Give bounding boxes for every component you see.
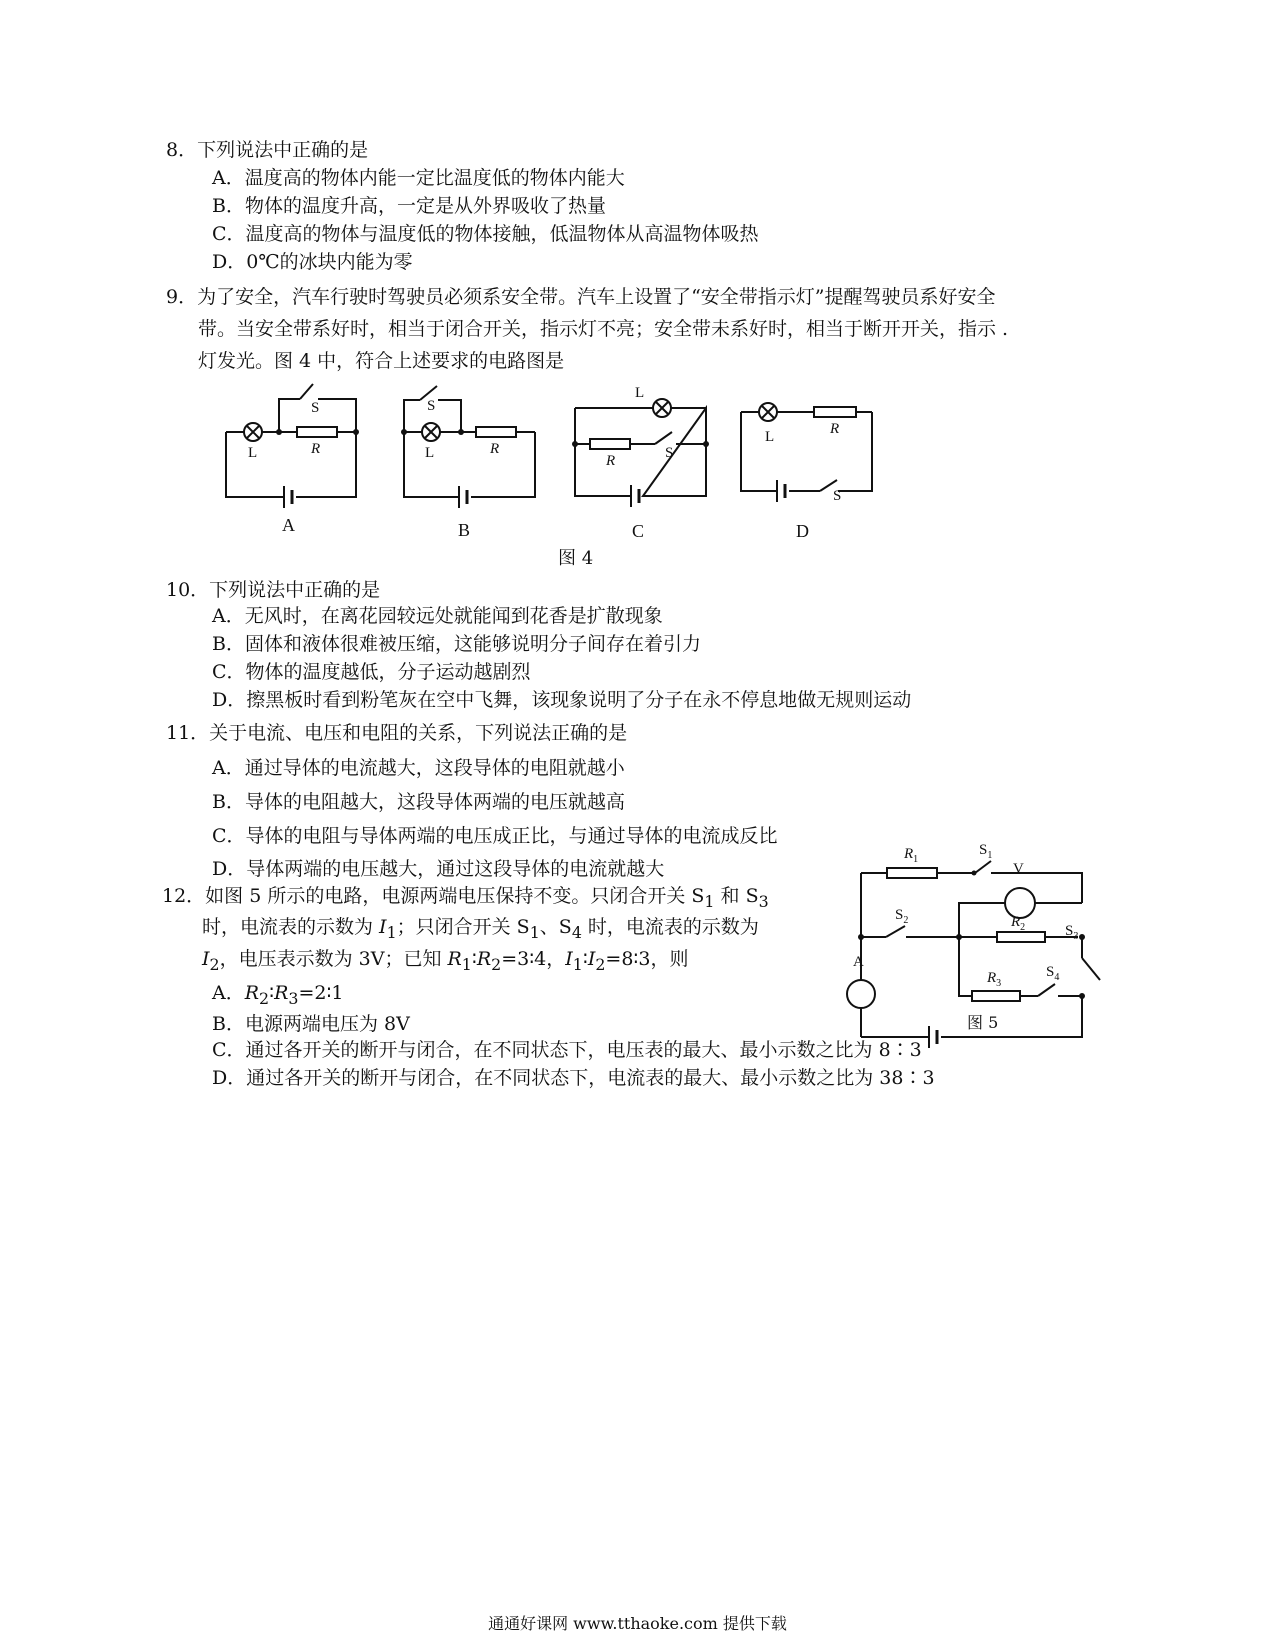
fig5-s3-label: $S_3$ (1065, 923, 1079, 942)
q11-option-c: C．导体的电阻与导体两端的电压成正比，与通过导体的电流成反比 (212, 825, 778, 847)
q10-option-b: B．固体和液体很难被压缩，这能够说明分子间存在着引力 (212, 633, 701, 655)
circuit-a-r-label: R (311, 441, 321, 457)
circuit-a-l-label: L (248, 445, 258, 461)
circuit-c-l-label: L (635, 385, 645, 401)
circuit-d-s-label: S (833, 488, 842, 504)
circuit-b-r-label: R (490, 441, 500, 457)
q11-option-a: A．通过导体的电流越大，这段导体的电阻就越小 (212, 757, 625, 779)
q9-line-3: 灯发光。图 4 中，符合上述要求的电路图是 (198, 350, 565, 372)
figure-4-caption: 图 4 (558, 548, 594, 569)
circuit-c-caption: C (632, 521, 645, 541)
circuit-c (572, 385, 709, 541)
q10-stem: 10．下列说法中正确的是 (166, 579, 381, 601)
circuit-a-s-label: S (311, 400, 320, 416)
circuit-c-r-label: R (606, 453, 616, 469)
q8-option-d: D．0℃的冰块内能为零 (212, 251, 413, 273)
circuit-b-s-label: S (427, 398, 436, 414)
fig5-v-label: V (1013, 861, 1024, 877)
fig5-s4-label: $S_4$ (1046, 964, 1060, 983)
q10-option-c: C．物体的温度越低，分子运动越剧烈 (212, 661, 531, 683)
q10-option-d: D．擦黑板时看到粉笔灰在空中飞舞，该现象说明了分子在永不停息地做无规则运动 (212, 689, 912, 711)
q12-option-b: B．电源两端电压为 8V (212, 1013, 410, 1035)
fig5-s2-label: $S_2$ (895, 907, 909, 926)
fig5-s1-label: $S_1$ (979, 842, 993, 861)
q12-option-a: A．$R_2∶R_3=2∶1$ (212, 982, 344, 1008)
q12-option-c: C．通过各开关的断开与闭合，在不同状态下，电压表的最大、最小示数之比为 8∶3 (212, 1039, 922, 1061)
q10-option-a: A．无风时，在离花园较远处就能闻到花香是扩散现象 (212, 605, 663, 627)
q11-option-b: B．导体的电阻越大，这段导体两端的电压就越高 (212, 791, 625, 813)
q12-option-d: D．通过各开关的断开与闭合，在不同状态下，电流表的最大、最小示数之比为 38∶3 (212, 1067, 935, 1089)
q8-option-b: B．物体的温度升高，一定是从外界吸收了热量 (212, 195, 606, 217)
q9-line-2: 带。当安全带系好时，相当于闭合开关，指示灯不亮；安全带未系好时，相当于断开开关，指示 . (198, 318, 1009, 340)
circuit-d-caption: D (796, 521, 809, 541)
circuit-b (401, 386, 535, 540)
fig5-r1-label: $R_1$ (904, 846, 919, 865)
circuit-b-l-label: L (425, 445, 435, 461)
q8-option-c: C．温度高的物体与温度低的物体接触，低温物体从高温物体吸热 (212, 223, 759, 245)
circuit-b-caption: B (458, 520, 471, 540)
q9-line-1: 9．为了安全，汽车行驶时驾驶员必须系安全带。汽车上设置了“安全带指示灯”提醒驾驶员系好安全 (166, 286, 996, 308)
circuit-d (741, 403, 872, 541)
fig5-a-label: A (853, 954, 864, 970)
page-footer: 通通好课网 www.tthaoke.com 提供下载 (488, 1614, 787, 1633)
q11-option-d: D．导体两端的电压越大，通过这段导体的电流就越大 (212, 858, 665, 880)
q12-line-3: $I_2$，电压表示数为 3V；已知 $R_1∶R_2=3∶4$，$I_1∶I_2=8∶3$，则 (202, 948, 689, 974)
circuit-c-s-label: S (665, 445, 674, 461)
fig5-r2-label: $R_2$ (1011, 914, 1026, 933)
circuit-d-l-label: L (765, 429, 775, 445)
q12-line-1: 12．如图 5 所示的电路，电源两端电压保持不变。只闭合开关 $S_1$ 和 $S_3$ (162, 885, 769, 911)
figure-5-caption: 图 5 (967, 1013, 999, 1032)
q8-stem: 8．下列说法中正确的是 (166, 139, 369, 161)
q8-option-a: A．温度高的物体内能一定比温度低的物体内能大 (212, 167, 625, 189)
q12-line-2: 时，电流表的示数为 $I_1$；只闭合开关 $S_1$、$S_4$ 时，电流表的示数为 (202, 916, 759, 942)
fig5-r3-label: $R_3$ (987, 970, 1002, 989)
circuit-a-caption: A (282, 515, 295, 535)
q11-stem: 11．关于电流、电压和电阻的关系，下列说法正确的是 (166, 722, 628, 744)
circuit-d-r-label: R (830, 421, 840, 437)
circuit-a (226, 384, 359, 535)
